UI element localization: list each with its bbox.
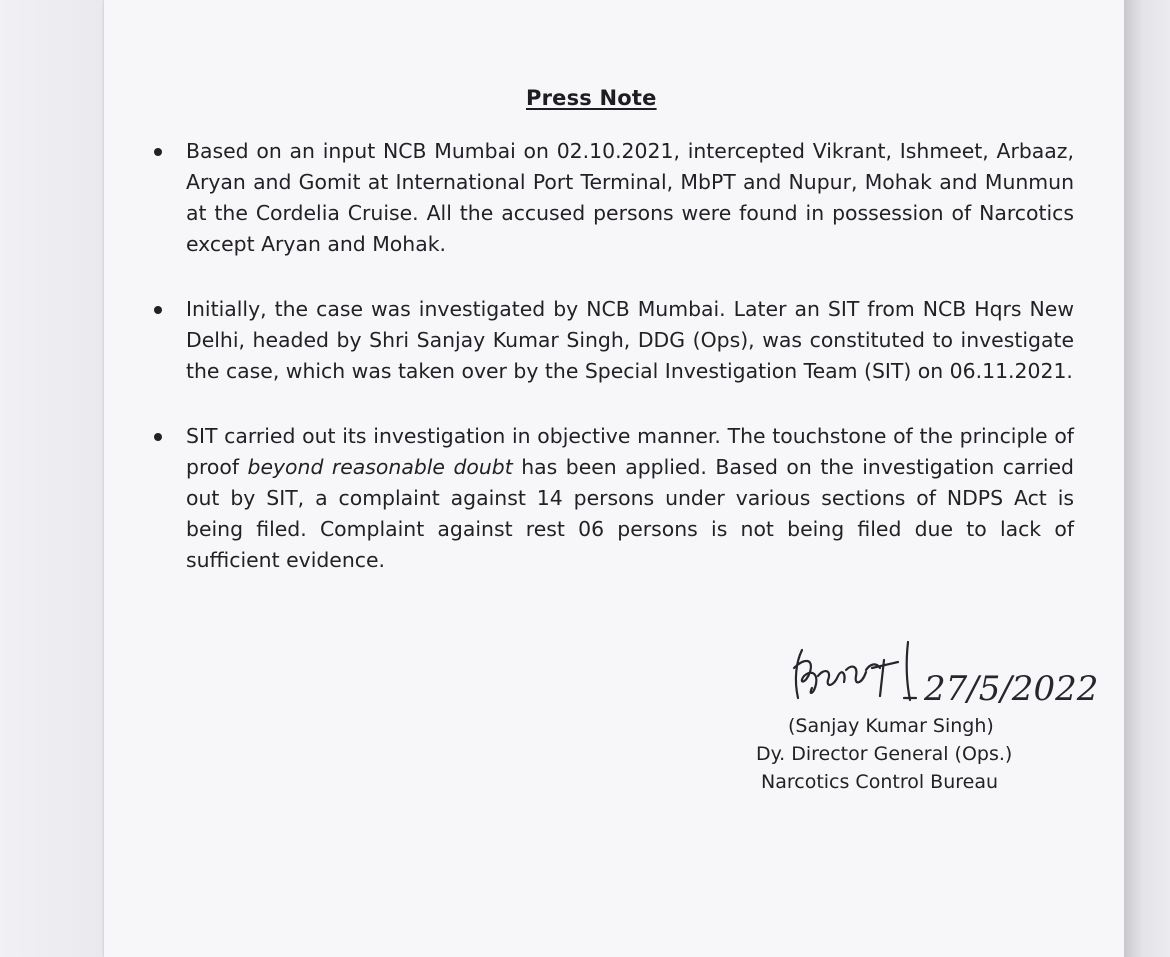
signature-stroke — [866, 660, 898, 696]
signature-stroke — [818, 667, 866, 685]
scan-right-edge — [1124, 0, 1170, 957]
bullet-text: Initially, the case was investigated by NCB Mumbai. Later an SIT from NCB Hqrs New Delhi, headed by Shri Sanjay Kumar Singh, DDG (Ops), was constituted to investigate the case, which was taken over by the Special Investigation Team (SIT) on 06.11.2021. — [186, 297, 1074, 383]
handwritten-signature — [788, 640, 1118, 720]
bullet-text: Based on an input NCB Mumbai on 02.10.2021, intercepted Vikrant, Ishmeet, Arbaaz, Aryan and Gomit at International Port Terminal, MbPT and Nupur, Mohak and Munmun at the Cordelia Cruise. All the accused persons were found in possession of Narcotics except Aryan and Mohak. — [186, 139, 1074, 256]
bullet-icon — [154, 148, 162, 156]
bullet-item — [150, 421, 1074, 576]
signatory-organization: Narcotics Control Bureau — [761, 771, 998, 793]
bullet-icon — [154, 306, 162, 314]
bullet-icon — [154, 433, 162, 441]
scan-left-margin — [0, 0, 104, 957]
signature-stroke — [794, 650, 816, 698]
signature-block — [750, 712, 1070, 796]
bullet-text-part: has been applied. Based on the investigation carried out by SIT, a complaint against 14 persons under various sections of NDPS Act is being filed. Complaint against rest 06 persons is not being filed due to lack of sufficient evidence. — [186, 455, 1074, 572]
bullet-list — [150, 136, 1074, 610]
signatory-name: (Sanjay Kumar Singh) — [788, 715, 994, 737]
bullet-text — [186, 421, 1074, 576]
bullet-text-part: SIT carried out its investigation in objective manner. The touchstone of the principle of proof — [186, 424, 1074, 479]
signatory-designation: Dy. Director General (Ops.) — [756, 743, 1013, 765]
bullet-item — [150, 294, 1074, 387]
emphasis-text: beyond reasonable doubt — [247, 455, 513, 479]
bullet-item — [150, 136, 1074, 260]
handwritten-date: 27/5/2022 — [924, 669, 1099, 709]
page-title: Press Note — [526, 86, 657, 110]
signature-stroke — [904, 642, 916, 700]
